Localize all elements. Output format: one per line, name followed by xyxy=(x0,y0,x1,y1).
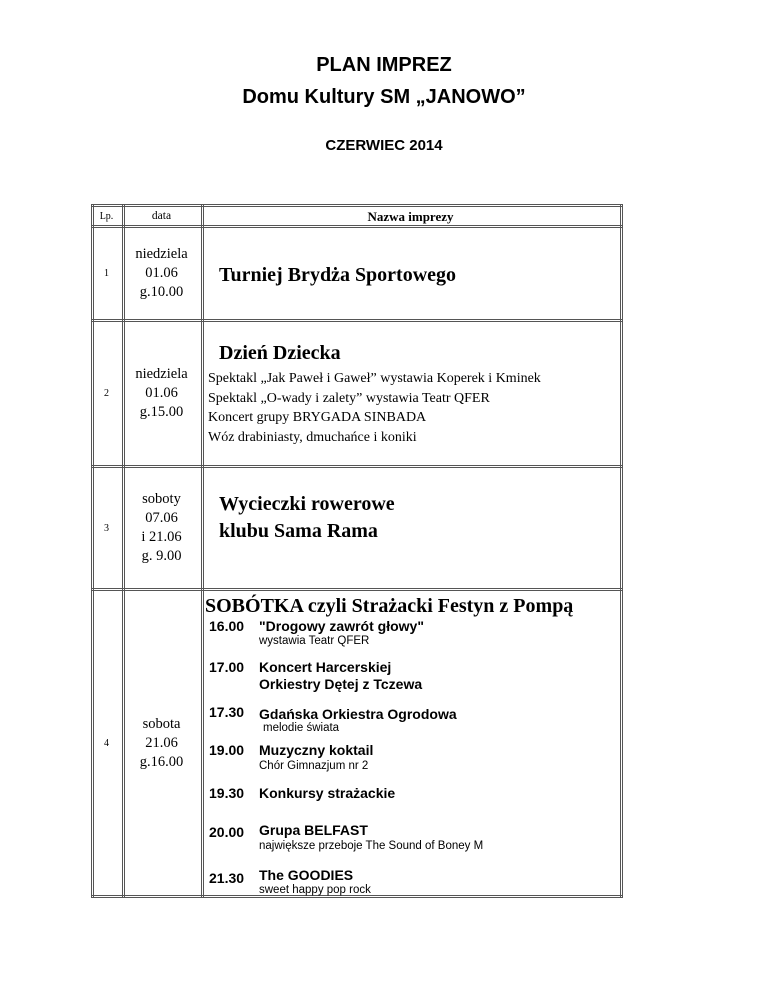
program-name: Gdańska Orkiestra Ogrodowa xyxy=(259,706,457,722)
table-border-right xyxy=(620,204,623,898)
date-day: sobota xyxy=(142,715,181,732)
date-value: 01.06 xyxy=(145,385,178,401)
column-header-name: Nazwa imprezy xyxy=(367,208,454,224)
row-number: 2 xyxy=(104,388,109,399)
program-name: Muzyczny koktail xyxy=(259,742,374,758)
date-time: g.15.00 xyxy=(139,404,184,420)
event-date xyxy=(122,322,201,465)
date-value: 21.06 xyxy=(145,734,178,751)
column-divider xyxy=(201,204,204,898)
program-name: "Drogowy zawrót głowy" xyxy=(259,618,424,634)
title-line: Wycieczki rowerowe xyxy=(219,493,395,515)
program-time: 21.30 xyxy=(209,870,245,886)
event-program xyxy=(209,618,609,894)
month-heading: CZERWIEC 2014 xyxy=(325,137,443,154)
date-day: niedziela xyxy=(135,246,188,262)
page-subtitle: Domu Kultury SM „JANOWO” xyxy=(242,86,526,108)
description-line: Wóz drabiniasty, dmuchańce i koniki xyxy=(208,429,417,445)
program-sub: największe przeboje The Sound of Boney M xyxy=(259,840,484,852)
program-time: 17.00 xyxy=(209,659,245,675)
events-table xyxy=(91,204,623,898)
row-number: 1 xyxy=(104,268,109,279)
date-time: g.16.00 xyxy=(139,753,184,770)
program-time: 20.00 xyxy=(209,824,245,840)
program-time: 19.30 xyxy=(209,785,245,801)
description-line: Spektakl „Jak Paweł i Gaweł” wystawia Koperek i Kminek xyxy=(208,371,541,386)
program-name: Koncert Harcerskiej xyxy=(259,659,392,675)
date-day: soboty xyxy=(142,491,181,507)
program-sub: wystawia Teatr QFER xyxy=(259,635,370,647)
program-name: Orkiestry Dętej z Tczewa xyxy=(259,676,423,692)
title-line: klubu Sama Rama xyxy=(219,520,378,542)
date-day: niedziela xyxy=(135,366,188,382)
program-time: 16.00 xyxy=(209,618,245,634)
program-sub: sweet happy pop rock xyxy=(259,884,371,896)
date-time: g.10.00 xyxy=(139,284,184,300)
column-header-lp: Lp. xyxy=(99,211,114,222)
program-time: 17.30 xyxy=(209,704,245,720)
event-title: SOBÓTKA czyli Strażacki Festyn z Pompą xyxy=(205,595,574,617)
column-header-data: data xyxy=(151,210,172,222)
program-sub: Chór Gimnazjum nr 2 xyxy=(259,760,369,772)
program-name: The GOODIES xyxy=(259,867,354,883)
event-title: Dzień Dziecka xyxy=(219,342,341,364)
row-number: 4 xyxy=(104,737,109,749)
program-name: Konkursy strażackie xyxy=(259,785,396,801)
description-line: Spektakl „O-wady i zalety” wystawia Teatr QFER xyxy=(208,390,490,406)
date-value: 01.06 xyxy=(145,265,178,281)
row-number: 3 xyxy=(104,522,109,534)
event-description xyxy=(208,369,541,447)
date-time: g. 9.00 xyxy=(141,548,182,564)
program-time: 19.00 xyxy=(209,742,245,758)
page-title: PLAN IMPREZ xyxy=(316,54,452,76)
description-line: Koncert grupy BRYGADA SINBADA xyxy=(208,410,427,425)
date-value-2: i 21.06 xyxy=(141,529,182,545)
event-title: Turniej Brydża Sportowego xyxy=(219,264,457,286)
program-name: Grupa BELFAST xyxy=(259,822,368,838)
event-date xyxy=(122,468,201,588)
program-sub: melodie świata xyxy=(263,722,340,734)
date-value: 07.06 xyxy=(145,510,178,526)
event-title xyxy=(219,491,395,545)
event-date xyxy=(122,228,201,319)
event-date xyxy=(122,591,201,895)
